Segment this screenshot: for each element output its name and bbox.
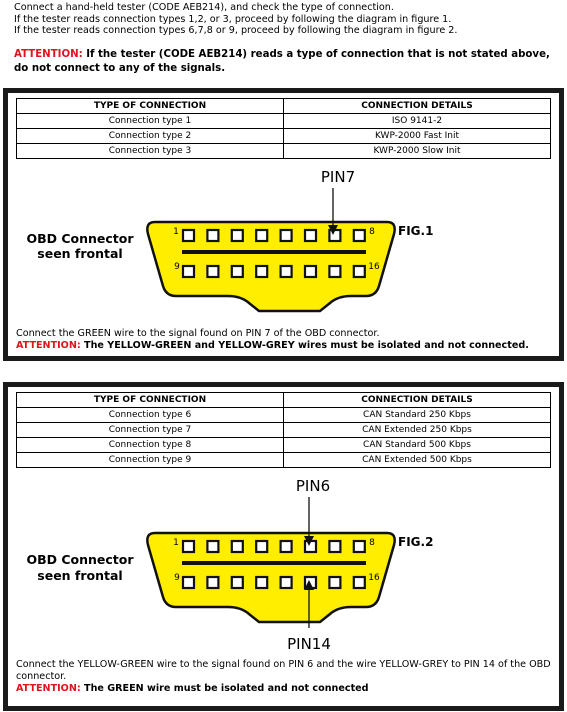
table-row	[17, 408, 551, 423]
attention-text: The GREEN wire must be isolated and not connected	[80, 683, 369, 694]
pin-number-16: 16	[368, 573, 380, 583]
pin-bottom-label: PIN14	[287, 635, 331, 653]
table-header-row	[17, 393, 551, 408]
connection-table-1	[16, 98, 551, 159]
table-row	[17, 453, 551, 468]
connection-details-cell: CAN Standard 500 Kbps	[284, 438, 551, 453]
table-row	[17, 144, 551, 159]
table-header-row	[17, 99, 551, 114]
connection-type-cell: Connection type 8	[17, 438, 284, 453]
connector-pin	[207, 541, 218, 552]
connection-type-cell: Connection type 9	[17, 453, 284, 468]
connection-type-cell: Connection type 6	[17, 408, 284, 423]
pin-number-1: 1	[173, 538, 179, 548]
connector-pin	[256, 577, 267, 588]
table-row	[17, 423, 551, 438]
connector-pin	[256, 541, 267, 552]
connector-pin	[354, 577, 365, 588]
connector-pin	[183, 541, 194, 552]
obd-connector	[147, 222, 394, 311]
connection-details-cell: CAN Extended 250 Kbps	[284, 423, 551, 438]
figure-2-panel	[3, 382, 564, 711]
connector-pin	[256, 230, 267, 241]
header-details: CONNECTION DETAILS	[284, 99, 551, 114]
figure-2-caption	[16, 659, 556, 695]
connection-type-cell: Connection type 3	[17, 144, 284, 159]
connector-pin	[305, 230, 316, 241]
pin-top-label: PIN7	[320, 168, 356, 186]
obd-connector-diagram-2	[8, 472, 559, 662]
connector-center-bar	[182, 250, 366, 254]
header-type: TYPE OF CONNECTION	[17, 393, 284, 408]
connector-label-line-1: OBD Connector	[26, 231, 134, 246]
figure-1-panel	[3, 88, 564, 361]
connector-pin	[281, 541, 292, 552]
pin-number-1: 1	[173, 227, 179, 237]
intro-warning	[14, 48, 559, 76]
connector-label-line-1: OBD Connector	[26, 552, 134, 567]
pin-number-9: 9	[174, 573, 180, 583]
connection-type-cell: Connection type 1	[17, 114, 284, 129]
connector-pin	[281, 577, 292, 588]
intro-line: Connect a hand-held tester (CODE AEB214), and check the type of connection.	[14, 2, 394, 13]
connector-pin	[232, 541, 243, 552]
pin-top-label: PIN6	[295, 477, 331, 495]
attention-label: ATTENTION:	[16, 683, 81, 694]
connection-type-cell: Connection type 7	[17, 423, 284, 438]
attention-text: The YELLOW-GREEN and YELLOW-GREY wires must be isolated and not connected.	[80, 340, 529, 351]
connector-center-bar	[182, 561, 366, 565]
connection-details-cell: ISO 9141-2	[284, 114, 551, 129]
connector-pin	[207, 230, 218, 241]
connector-pin	[232, 577, 243, 588]
table-row	[17, 129, 551, 144]
connector-pin	[183, 266, 194, 277]
connector-pin	[281, 230, 292, 241]
connector-pin	[354, 230, 365, 241]
figure-label: FIG.2	[398, 535, 434, 549]
connector-pin	[183, 230, 194, 241]
caption-text: Connect the GREEN wire to the signal found on PIN 7 of the OBD connector.	[16, 328, 380, 339]
connector-pin	[232, 230, 243, 241]
connection-details-cell: CAN Standard 250 Kbps	[284, 408, 551, 423]
header-details: CONNECTION DETAILS	[284, 393, 551, 408]
attention-label: ATTENTION:	[14, 49, 83, 60]
connector-pin	[329, 577, 340, 588]
attention-text: If the tester (CODE AEB214) reads a type of connection that is not stated above, do not connect to any of the signals.	[14, 49, 550, 74]
connector-pin	[329, 266, 340, 277]
connector-pin	[207, 266, 218, 277]
connection-type-cell: Connection type 2	[17, 129, 284, 144]
connector-pin	[329, 230, 340, 241]
connector-label-line-2: seen frontal	[37, 568, 123, 583]
connector-pin	[329, 541, 340, 552]
intro-line: If the tester reads connection types 1,2, or 3, proceed by following the diagram in figure 1.	[14, 13, 452, 25]
figure-label: FIG.1	[398, 224, 434, 238]
table-row	[17, 114, 551, 129]
connector-pin	[305, 266, 316, 277]
connector-pin	[281, 266, 292, 277]
table-row	[17, 438, 551, 453]
obd-connector	[147, 533, 394, 622]
connection-details-cell: KWP-2000 Slow Init	[284, 144, 551, 159]
connector-pin	[183, 577, 194, 588]
connector-pin	[354, 266, 365, 277]
connection-details-cell: KWP-2000 Fast Init	[284, 129, 551, 144]
connector-pin	[207, 577, 218, 588]
attention-label: ATTENTION:	[16, 340, 81, 351]
pin-number-16: 16	[368, 262, 380, 272]
header-type: TYPE OF CONNECTION	[17, 99, 284, 114]
obd-connector-diagram-1	[8, 163, 559, 323]
figure-1-caption	[16, 328, 556, 352]
intro-line: If the tester reads connection types 6,7,8 or 9, proceed by following the diagram in figure 2.	[14, 25, 458, 37]
caption-text: Connect the YELLOW-GREEN wire to the signal found on PIN 6 and the wire YELLOW-GREY to PIN 14 of the OBD connector.	[16, 659, 551, 682]
connector-pin	[354, 541, 365, 552]
pin-number-8: 8	[369, 538, 375, 548]
intro-text	[14, 2, 562, 37]
connector-pin	[232, 266, 243, 277]
pin-number-8: 8	[369, 227, 375, 237]
connector-label-line-2: seen frontal	[37, 246, 123, 261]
connection-details-cell: CAN Extended 500 Kbps	[284, 453, 551, 468]
connector-pin	[256, 266, 267, 277]
pin-number-9: 9	[174, 262, 180, 272]
connection-table-2	[16, 392, 551, 468]
